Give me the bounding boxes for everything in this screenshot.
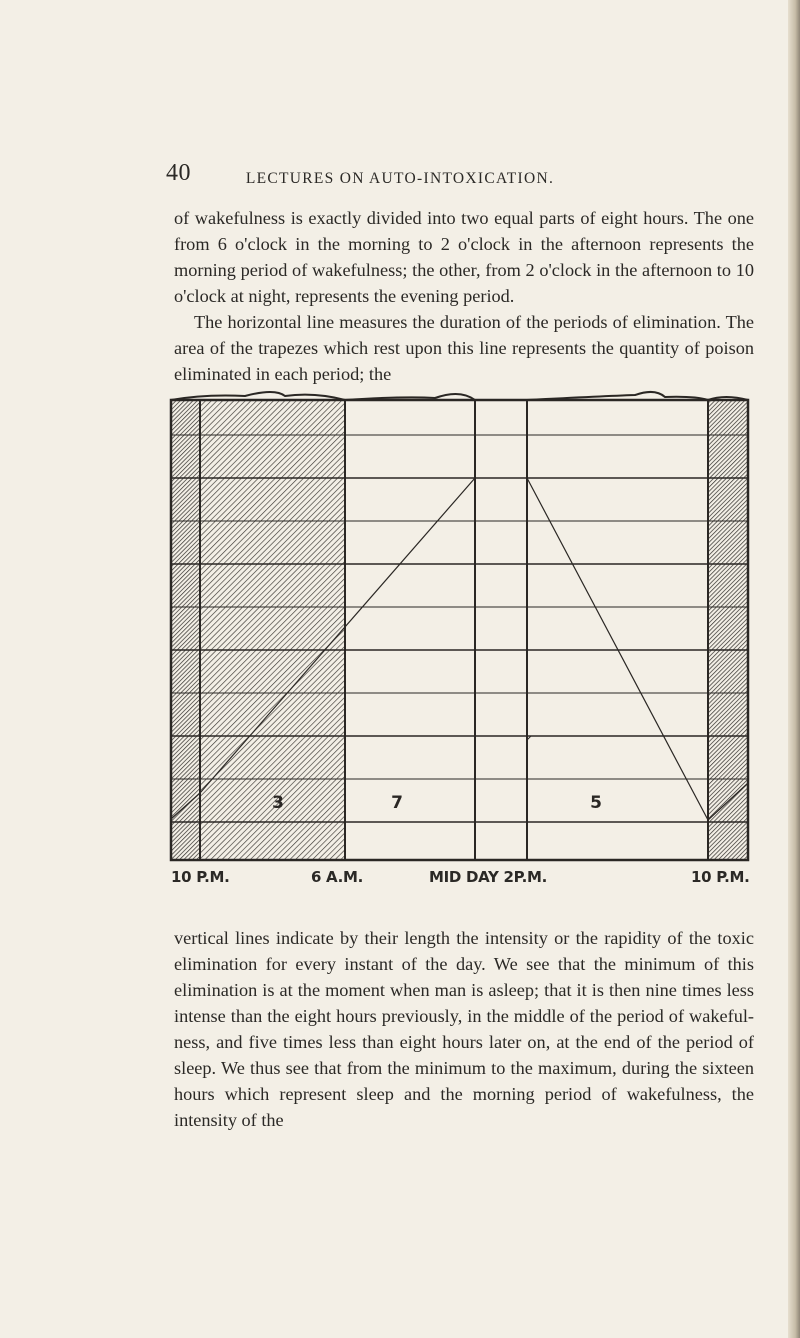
area-value-label: 3 (272, 793, 284, 813)
page-edge-shadow (788, 0, 800, 1338)
page-number: 40 (166, 160, 191, 186)
paragraph: of wakefulness is exactly divided into two equal parts of eight hours. The one from 6 o'clock in the morning to 2 o'clock in the afternoon represents the morning period of wakefulness; the other, from 2 o'clock in the afternoon to 10 o'clock at night, represents the evening period. (174, 208, 754, 306)
time-label-midday-2pm: MID DAY 2P.M. (429, 868, 547, 886)
time-label-10pm-end: 10 P.M. (691, 868, 750, 886)
paragraph-block-upper (174, 205, 754, 387)
elimination-diagram (165, 390, 755, 890)
diagram-graphic (165, 390, 755, 865)
time-label-10pm-start: 10 P.M. (171, 868, 230, 886)
paragraph: vertical lines indicate by their length the intensity or the rapidity of the toxic elimination for every instant of the day. We see that the minimum of this elimination is at the moment when man is asleep; that it is then nine times less intense than the eight hours previously, in the middle of the period of wakeful-ness, and five times less than eight hours later on, at the end of the period of sleep. We thus see that from the minimum to the maximum, during the sixteen hours which represent sleep and the morning period of wakefulness, the intensity of the (174, 928, 754, 1130)
time-label-6am: 6 A.M. (311, 868, 364, 886)
sleep-hatching-right (708, 400, 748, 860)
paragraph: The horizontal line measures the duration of the periods of elimination. The area of the trapezes which rest upon this line represents the quantity of poison eliminated in each period; the (174, 312, 754, 384)
paragraph-block-lower (174, 925, 754, 1133)
running-head: LECTURES ON AUTO-INTOXICATION. (245, 170, 555, 187)
area-value-label: 5 (590, 793, 602, 813)
area-value-label: 7 (391, 793, 403, 813)
